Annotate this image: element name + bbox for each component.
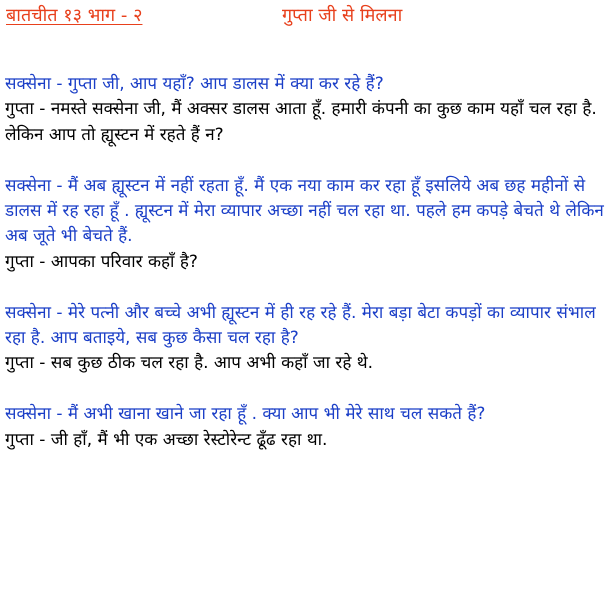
dialogue <box>5 72 605 453</box>
dialogue-line-gupta: गुप्ता - नमस्ते सक्सेना जी, मैं अक्सर डालस आता हूँ. हमारी कंपनी का कुछ काम यहाँ चल रहा है. लेकिन आप तो ह्यूस्टन में रहते हैं न? <box>5 99 597 145</box>
dialogue-line-gupta: गुप्ता - सब कुछ ठीक चल रहा है. आप अभी कहाँ जा रहे थे. <box>5 353 374 374</box>
dialogue-line-saxena: सक्सेना - मेरे पत्नी और बच्चे अभी ह्यूस्टन में ही रह रहे हैं. मेरा बड़ा बेटा कपड़ों का व्यापार संभाल रहा है. आप बताइये, सब कुछ कैसा चल रहा है? <box>5 302 596 349</box>
paragraph-gap <box>5 377 605 402</box>
paragraph-gap <box>5 275 605 300</box>
topic-title: गुप्ता जी से मिलना <box>282 5 403 26</box>
paragraph-gap <box>5 148 605 173</box>
lesson-title: बातचीत १३ भाग - २ <box>6 5 143 26</box>
dialogue-line-saxena: सक्सेना - गुप्ता जी, आप यहाँ? आप डालस में क्या कर रहे हैं? <box>5 74 384 94</box>
dialogue-line-saxena: सक्सेना - मैं अभी खाना खाने जा रहा हूँ . क्या आप भी मेरे साथ चल सकते हैं? <box>5 404 486 425</box>
dialogue-line-gupta: गुप्ता - जी हाँ, मैं भी एक अच्छा रेस्टोरेन्ट ढूँढ रहा था. <box>5 429 328 450</box>
dialogue-line-saxena: सक्सेना - मैं अब ह्यूस्टन में नहीं रहता हूँ. मैं एक नया काम कर रहा हूँ इसलिये अब छह महीनों से डालस में रह रहा हूँ . ह्यूस्टन में मेरा व्यापार अच्छा नहीं चल रहा था. पहले हम कपड़े बेचते थे लेकिन अब जूते भी बेचते हैं. <box>5 175 604 247</box>
dialogue-line-gupta: गुप्ता - आपका परिवार कहाँ है? <box>5 251 198 272</box>
